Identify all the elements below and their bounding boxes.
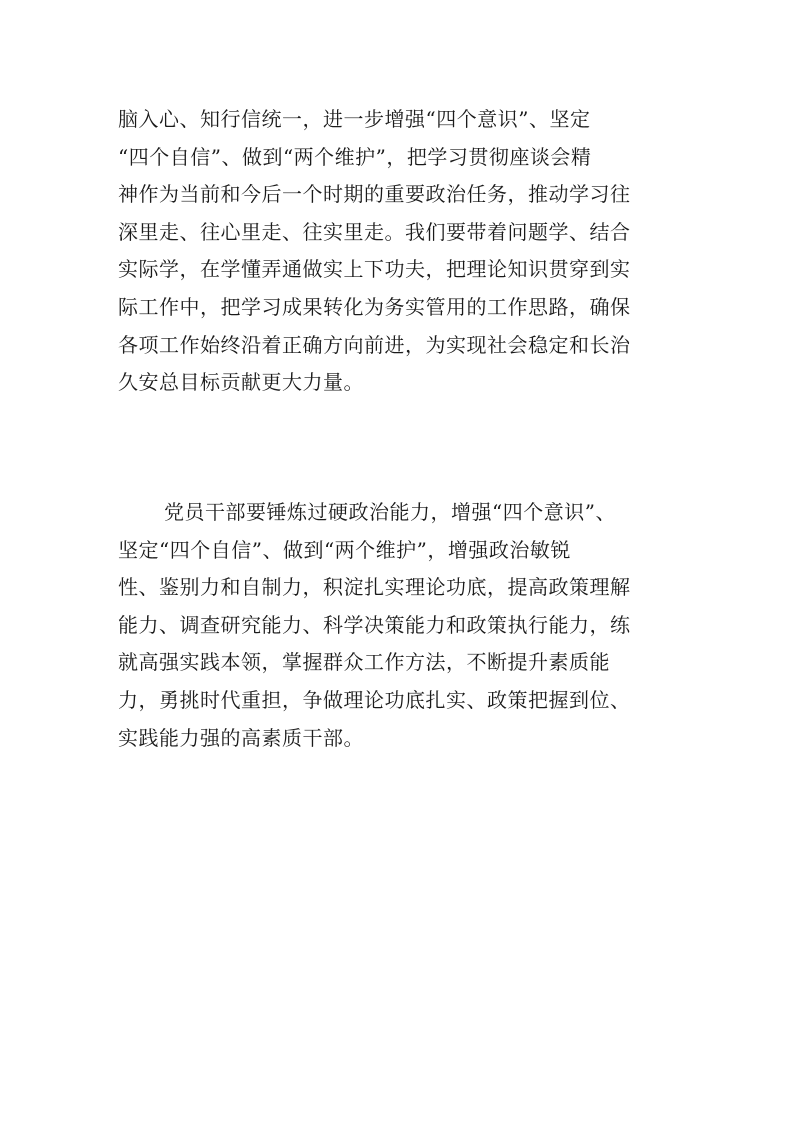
paragraph-line: 实际学，在学懂弄通做实上下功夫，把理论知识贯穿到实: [118, 257, 631, 282]
paragraph-line: 能力、调查研究能力、科学决策能力和政策执行能力，练: [118, 612, 631, 637]
paragraph-line: 脑入心、知行信统一，进一步增强“四个意识”、坚定: [118, 107, 591, 131]
paragraph-line: 各项工作始终沿着正确方向前进，为实现社会稳定和长治: [118, 332, 631, 357]
paragraph-line: 神作为当前和今后一个时期的重要政治任务，推动学习往: [118, 182, 631, 207]
paragraph-line: 力，勇挑时代重担，争做理论功底扎实、政策把握到位、: [118, 687, 631, 712]
paragraph-continuation: [118, 101, 678, 402]
paragraph-line: 党员干部要锤炼过硬政治能力，增强“四个意识”、: [164, 500, 616, 524]
paragraph-line: 实践能力强的高素质干部。: [118, 725, 364, 750]
paragraph-line: 际工作中，把学习成果转化为务实管用的工作思路，确保: [118, 294, 631, 319]
paragraph-cadre-ability: [118, 494, 678, 757]
paragraph-line: 就高强实践本领，掌握群众工作方法，不断提升素质能: [118, 650, 610, 675]
paragraph-line: 坚定“四个自信”、做到“两个维护”，增强政治敏锐: [118, 537, 571, 562]
paragraph-line: 性、鉴别力和自制力，积淀扎实理论功底，提高政策理解: [118, 575, 631, 600]
paragraph-line: 久安总目标贡献更大力量。: [118, 370, 364, 395]
paragraph-line: 深里走、往心里走、往实里走。我们要带着问题学、结合: [118, 219, 631, 244]
paragraph-line: “四个自信”、做到“两个维护”，把学习贯彻座谈会精: [118, 144, 592, 169]
